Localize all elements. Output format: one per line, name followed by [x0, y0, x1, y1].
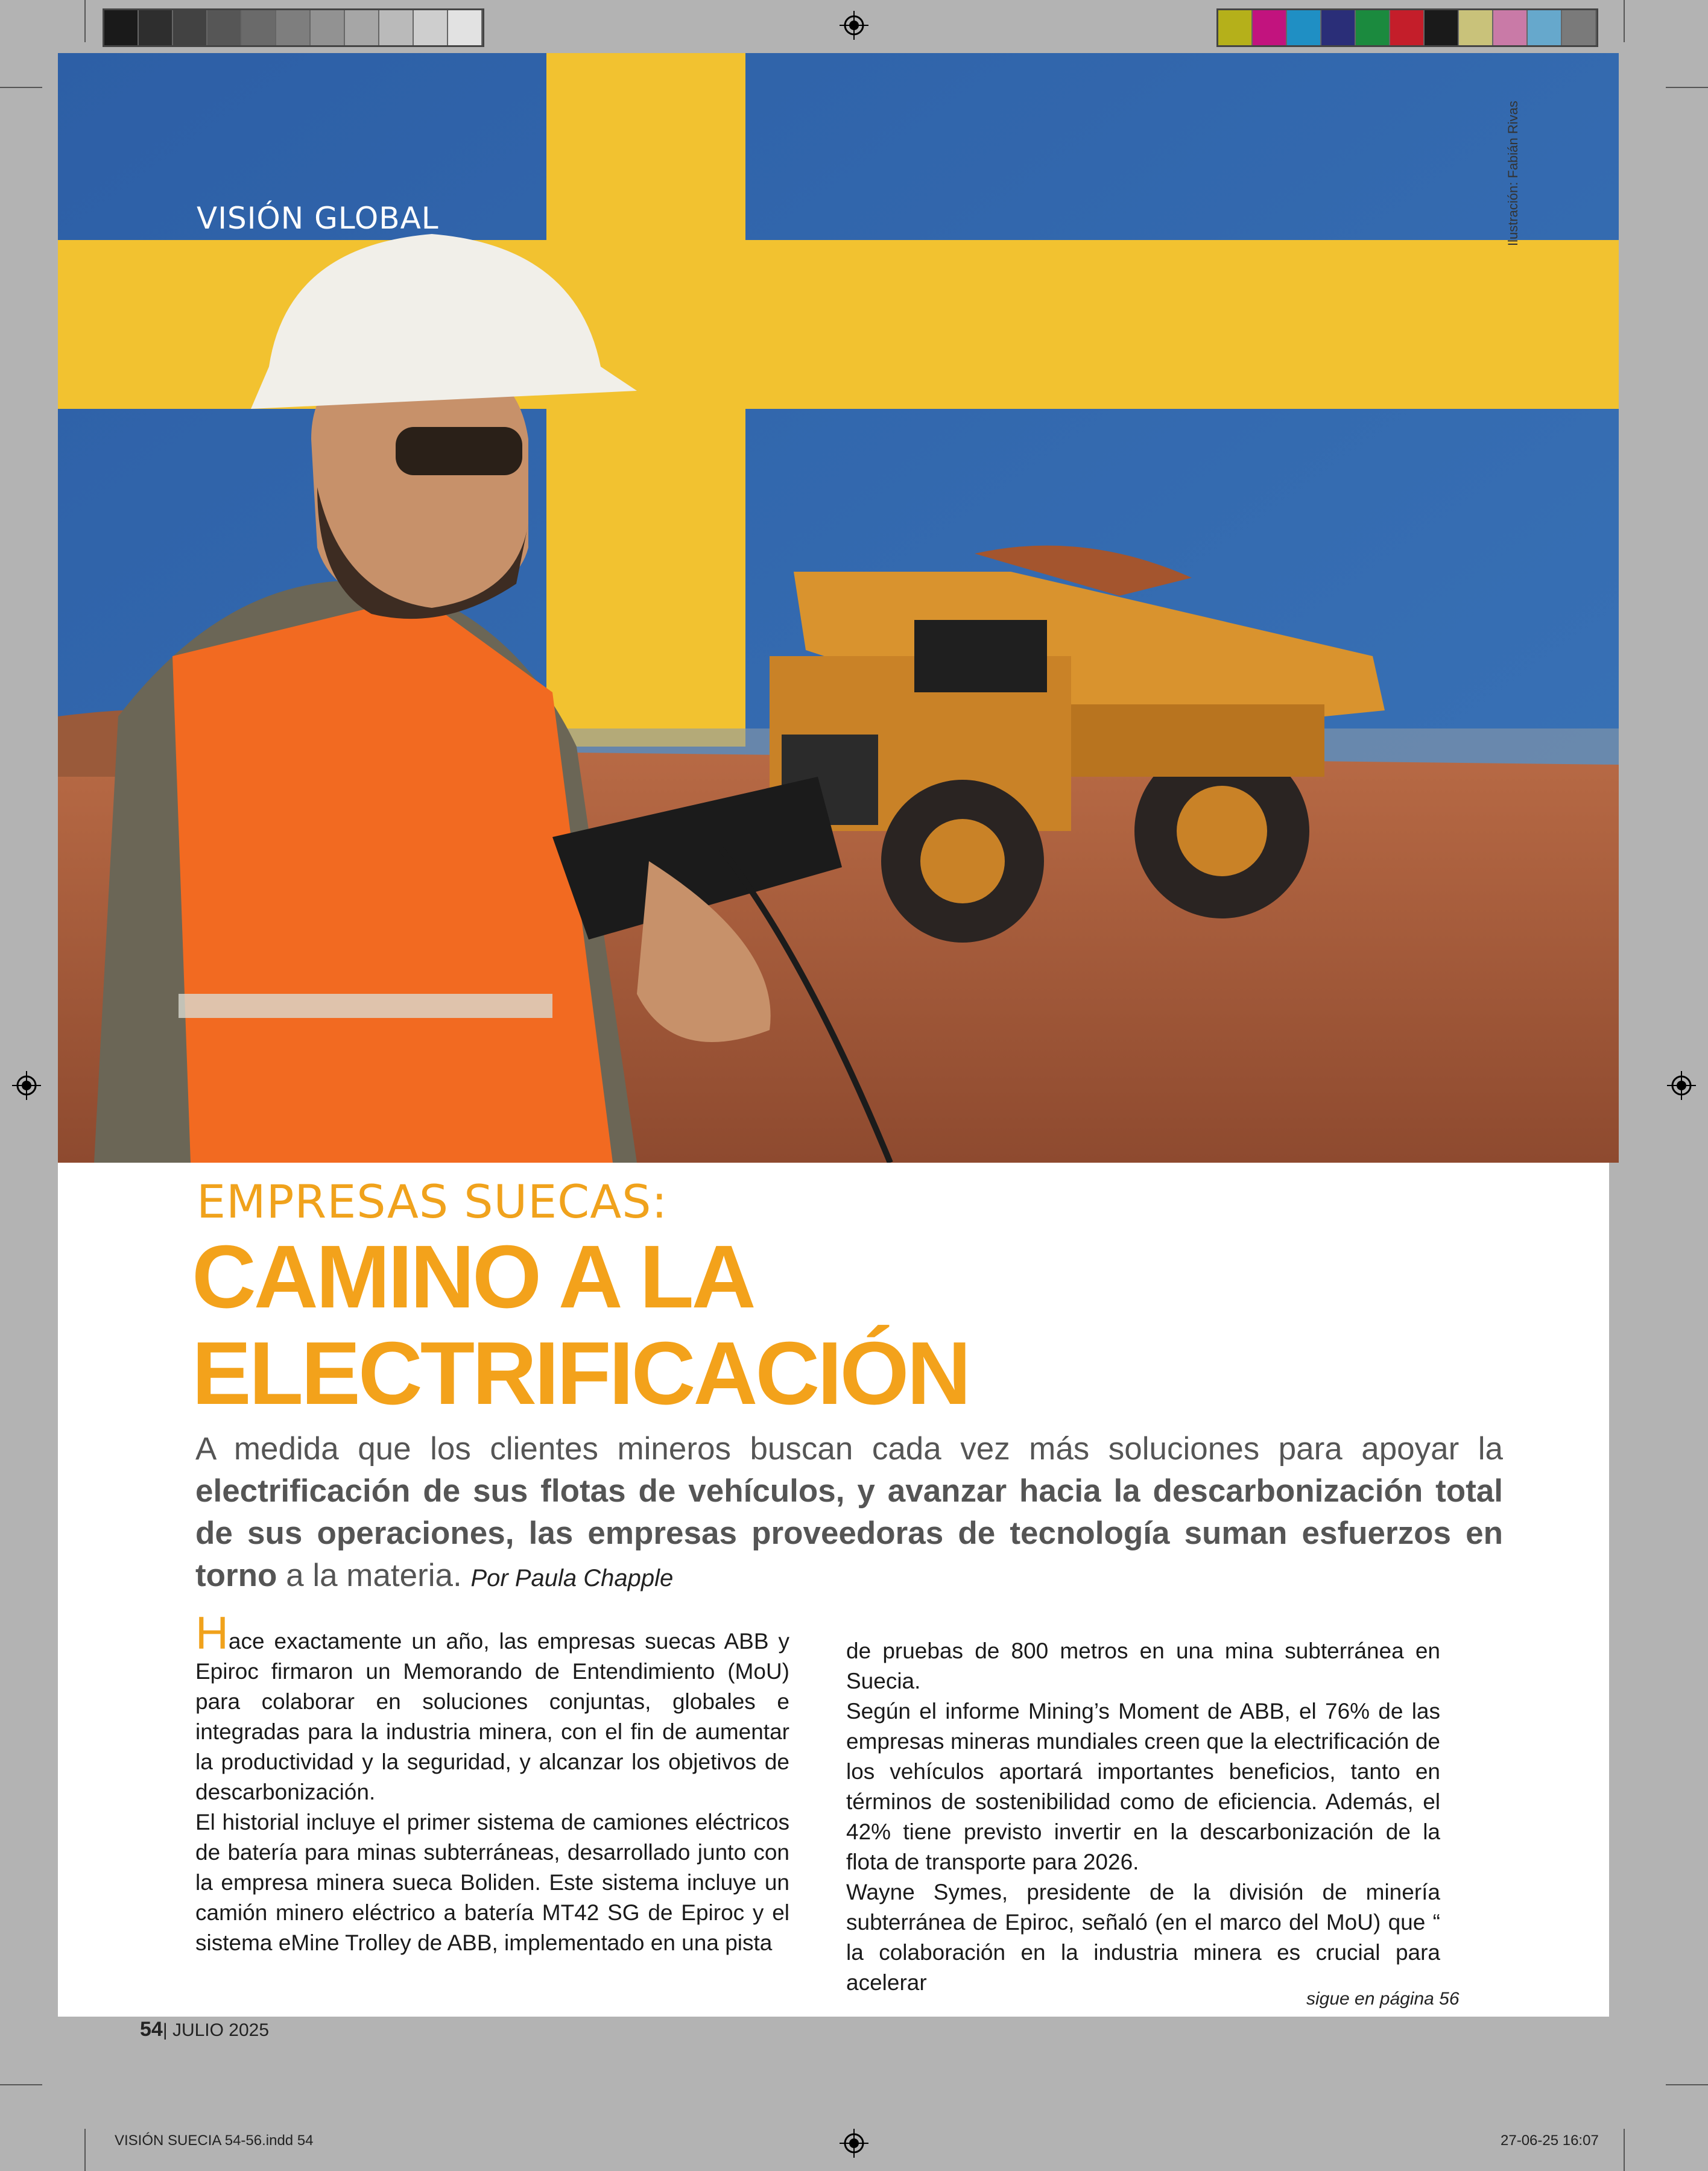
trim-mark — [84, 2129, 86, 2171]
section-label: VISIÓN GLOBAL — [197, 201, 439, 236]
gray-swatch — [242, 10, 276, 45]
page-number: 54 — [140, 2018, 163, 2041]
gray-swatch — [379, 10, 414, 45]
lede-text: A medida que los clientes mineros buscan cada vez más soluciones para apoyar la — [195, 1431, 1503, 1467]
gray-swatch — [276, 10, 311, 45]
color-swatch — [1218, 10, 1253, 45]
gray-swatch — [345, 10, 379, 45]
trim-mark — [84, 0, 86, 42]
color-swatch — [1493, 10, 1528, 45]
gray-swatch — [139, 10, 173, 45]
magazine-page — [58, 53, 1609, 2017]
registration-mark-icon — [1667, 1071, 1696, 1100]
body-paragraph: de pruebas de 800 metros en una mina subterránea en Suecia. — [846, 1639, 1440, 1693]
body-column-1 — [195, 1608, 789, 1958]
title-line-2: ELECTRIFICACIÓN — [192, 1324, 969, 1423]
byline: Por Paula Chapple — [470, 1565, 674, 1591]
hero-illustration — [58, 53, 1619, 1163]
registration-mark-icon — [840, 11, 868, 40]
print-slug-datetime: 27-06-25 16:07 — [1501, 2132, 1599, 2149]
color-swatch — [1459, 10, 1493, 45]
color-swatch — [1356, 10, 1390, 45]
trim-mark — [0, 87, 42, 88]
page-folio — [140, 2018, 269, 2041]
body-paragraph: Según el informe Mining’s Moment de ABB, el 76% de las empresas mineras mundiales creen que la electrificación de los vehículos aportará importantes beneficios, tanto en términos de sostenibilidad como de eficiencia. Además, el 42% tiene previsto invertir en la descarbonización de la flota de transporte para 2026. — [846, 1699, 1440, 1874]
gray-swatch — [448, 10, 482, 45]
trim-mark — [1666, 2084, 1708, 2085]
registration-mark-icon — [840, 2129, 868, 2158]
grayscale-calibration-strip — [103, 8, 484, 47]
trim-mark — [0, 2084, 42, 2085]
gray-swatch — [104, 10, 139, 45]
article-kicker: EMPRESAS SUECAS: — [197, 1175, 668, 1228]
article-lede — [195, 1428, 1503, 1599]
paragraph-text: ace exactamente un año, las empresas suecas ABB y Epiroc firmaron un Memorando de Entendimiento (MoU) para colaborar en soluciones conjuntas, globales e integradas para la industria minera, con el fin de aumentar la productividad y la seguridad, y alcanzar los objetivos de descarbonización. — [195, 1629, 789, 1804]
lede-text-end: a la materia. — [277, 1558, 471, 1593]
print-slug-file: VISIÓN SUECIA 54-56.indd 54 — [115, 2132, 314, 2149]
drop-cap: H — [195, 1608, 229, 1659]
registration-mark-icon — [12, 1071, 41, 1100]
article-title — [192, 1229, 1398, 1422]
body-paragraph: El historial incluye el primer sistema de camiones eléctricos de batería para minas subterráneas, desarrollado junto con la empresa minera sueca Boliden. Este sistema incluye un camión minero eléctrico a batería MT42 SG de Epiroc y el sistema eMine Trolley de ABB, implementado en una pista — [195, 1810, 789, 1955]
gray-swatch — [207, 10, 242, 45]
trim-mark — [1624, 0, 1625, 42]
gray-swatch — [414, 10, 448, 45]
trim-mark — [1624, 2129, 1625, 2171]
title-line-1: CAMINO A LA — [192, 1227, 754, 1327]
lede-bold-text: electrificación de sus flotas de vehículos, y avanzar hacia la descarbonización total de sus operaciones, las empresas proveedoras de tecnología suman esfuerzos en torno — [195, 1473, 1503, 1593]
color-swatch — [1390, 10, 1425, 45]
issue-date: | JULIO 2025 — [162, 2020, 270, 2040]
illustration-credit: Ilustración: Fabián Rivas — [1505, 101, 1520, 246]
color-swatch — [1321, 10, 1356, 45]
color-swatch — [1528, 10, 1562, 45]
body-paragraph: Wayne Symes, presidente de la división de minería subterránea de Epiroc, señaló (en el marco del MoU) que “ la colaboración en la industria minera es crucial para acelerar — [846, 1880, 1440, 1995]
gray-swatch — [311, 10, 345, 45]
color-swatch — [1425, 10, 1459, 45]
color-swatch — [1562, 10, 1596, 45]
color-swatch — [1287, 10, 1321, 45]
color-swatch — [1253, 10, 1287, 45]
continued-on-page: sigue en página 56 — [1306, 1989, 1460, 2009]
body-column-2 — [846, 1636, 1440, 1998]
gray-swatch — [173, 10, 207, 45]
color-calibration-strip — [1216, 8, 1598, 47]
trim-mark — [1666, 87, 1708, 88]
body-paragraph — [195, 1608, 789, 1807]
